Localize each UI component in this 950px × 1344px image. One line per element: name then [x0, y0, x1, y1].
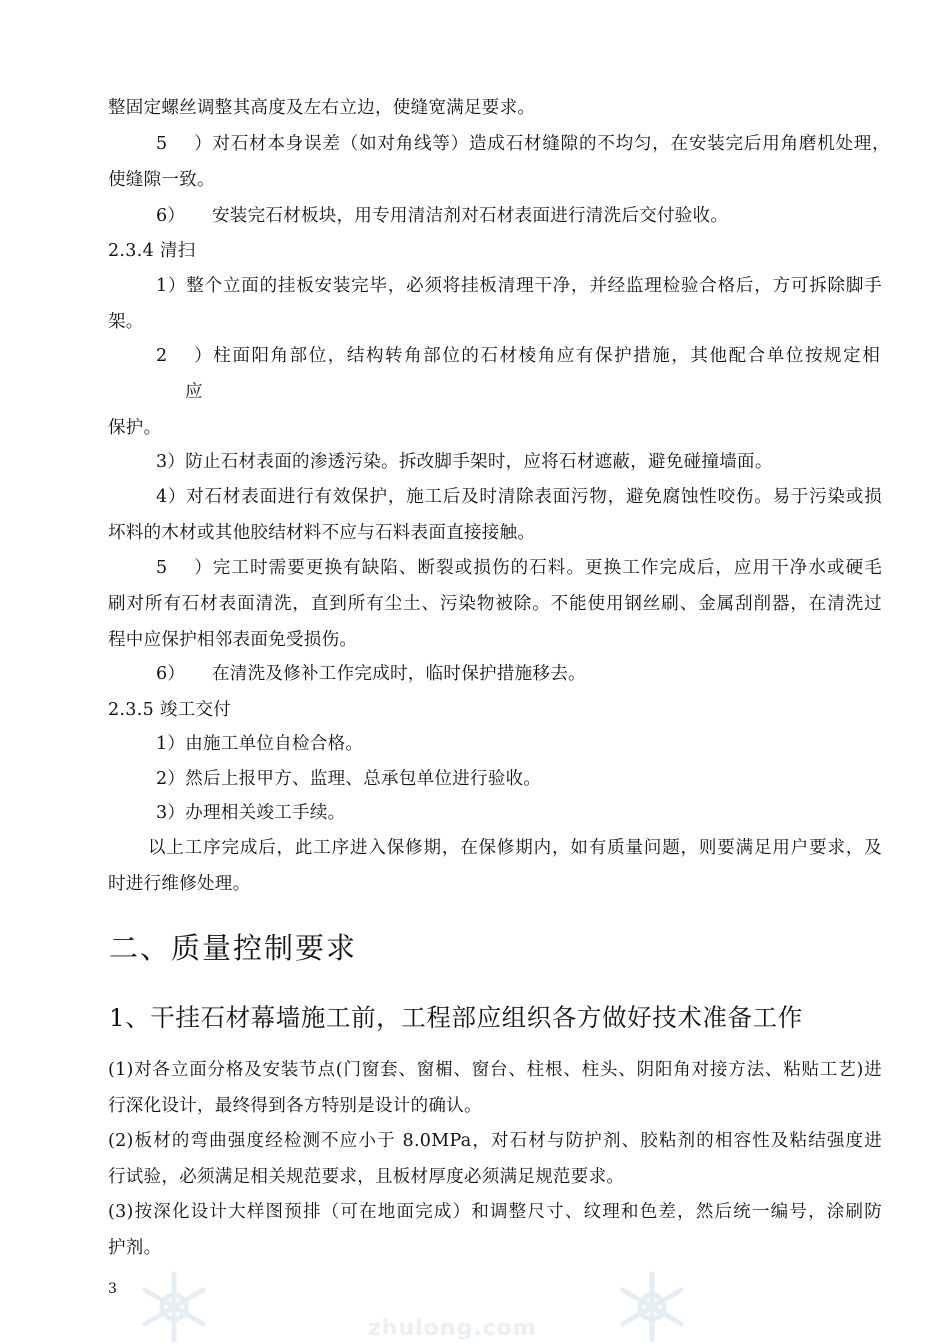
requirement-2: (2)板材的弯曲强度经检测不应小于 8.0MPa，对石材与防护剂、胶粘剂的相容性及粘结强度进	[108, 1131, 882, 1151]
snowflake-watermark-icon	[612, 1270, 692, 1344]
clean-item-2-cont2: 保护。	[108, 418, 162, 438]
requirement-3-cont: 护剂。	[108, 1238, 162, 1258]
snowflake-watermark-icon	[134, 1270, 214, 1344]
handover-item-1: 1）由施工单位自检合格。	[156, 734, 364, 754]
clean-item-2	[156, 346, 880, 366]
list-text: 完工时需要更换有缺陷、断裂或损伤的石料。更换工作完成后，应用干净水或硬毛	[212, 558, 882, 578]
site-watermark: zhulong.com	[368, 1316, 537, 1341]
page-number: 3	[108, 1281, 117, 1297]
requirement-3: (3)按深化设计大样图预排（可在地面完成）和调整尺寸、纹理和色差，然后统一编号，涂刷防	[108, 1202, 882, 1222]
clean-item-5-cont: 刷对所有石材表面清洗，直到所有尘土、污染物被除。不能使用钢丝刷、金属刮削器，在清洗过	[108, 594, 882, 614]
list-text: 在清洗及修补工作完成时，临时保护措施移去。	[212, 664, 586, 684]
list-item-5-cont: 使缝隙一致。	[108, 170, 215, 190]
requirement-1: (1)对各立面分格及安装节点(门窗套、窗楣、窗台、柱根、柱头、阴阳角对接方法、粘贴工艺)进	[108, 1060, 882, 1080]
section-heading-2-3-5: 2.3.5 竣工交付	[108, 700, 232, 720]
clean-item-6	[156, 664, 586, 684]
list-number: 6）	[156, 664, 186, 684]
list-number: 2）	[156, 346, 212, 366]
list-number: 5）	[156, 558, 212, 578]
list-text: 柱面阳角部位，结构转角部位的石材棱角应有保护措施，其他配合单位按规定相	[212, 346, 880, 366]
clean-item-1-cont: 架。	[108, 312, 144, 332]
handover-item-3: 3）办理相关竣工手续。	[156, 803, 346, 823]
clean-item-3: 3）防止石材表面的渗透污染。拆改脚手架时，应将石材遮蔽，避免碰撞墙面。	[156, 452, 773, 472]
warranty-paragraph-cont: 时进行维修处理。	[108, 874, 251, 894]
list-item-5	[156, 134, 890, 154]
clean-item-5	[156, 558, 882, 578]
clean-item-1: 1）整个立面的挂板安装完毕，必须将挂板清理干净，并经监理检验合格后，方可拆除脚手	[156, 276, 882, 296]
clean-item-5-cont2: 程中应保护相邻表面免受损伤。	[108, 630, 358, 650]
list-item-6	[156, 206, 728, 226]
requirement-1-cont: 行深化设计，最终得到各方特别是设计的确认。	[108, 1096, 482, 1116]
clean-item-4: 4）对石材表面进行有效保护，施工后及时清除表面污物，避免腐蚀性咬伤。易于污染或损	[156, 487, 882, 507]
heading-quality-control: 二、质量控制要求	[109, 931, 358, 965]
handover-item-2: 2）然后上报甲方、监理、总承包单位进行验收。	[156, 769, 542, 789]
requirement-2-cont: 行试验，必须满足相关规范要求，且板材厚度必须满足规范要求。	[108, 1167, 625, 1187]
warranty-paragraph: 以上工序完成后，此工序进入保修期，在保修期内，如有质量问题，则要满足用户要求，及	[148, 838, 882, 858]
paragraph-continuation: 整固定螺丝调整其高度及左右立边，使缝宽满足要求。	[108, 98, 536, 118]
list-text: 安装完石材板块，用专用清洁剂对石材表面进行清洗后交付验收。	[212, 206, 729, 226]
heading-technical-preparation: 1、干挂石材幕墙施工前，工程部应组织各方做好技术准备工作	[109, 1003, 803, 1032]
list-number: 5）	[156, 134, 212, 154]
clean-item-4-cont: 坏料的木材或其他胶结材料不应与石料表面直接接触。	[108, 523, 536, 543]
section-heading-2-3-4: 2.3.4 清扫	[108, 241, 196, 261]
list-number: 6）	[156, 206, 186, 226]
clean-item-2-cont: 应	[185, 382, 203, 402]
list-text: 对石材本身误差（如对角线等）造成石材缝隙的不均匀，在安装完后用角磨机处理，	[212, 134, 890, 154]
